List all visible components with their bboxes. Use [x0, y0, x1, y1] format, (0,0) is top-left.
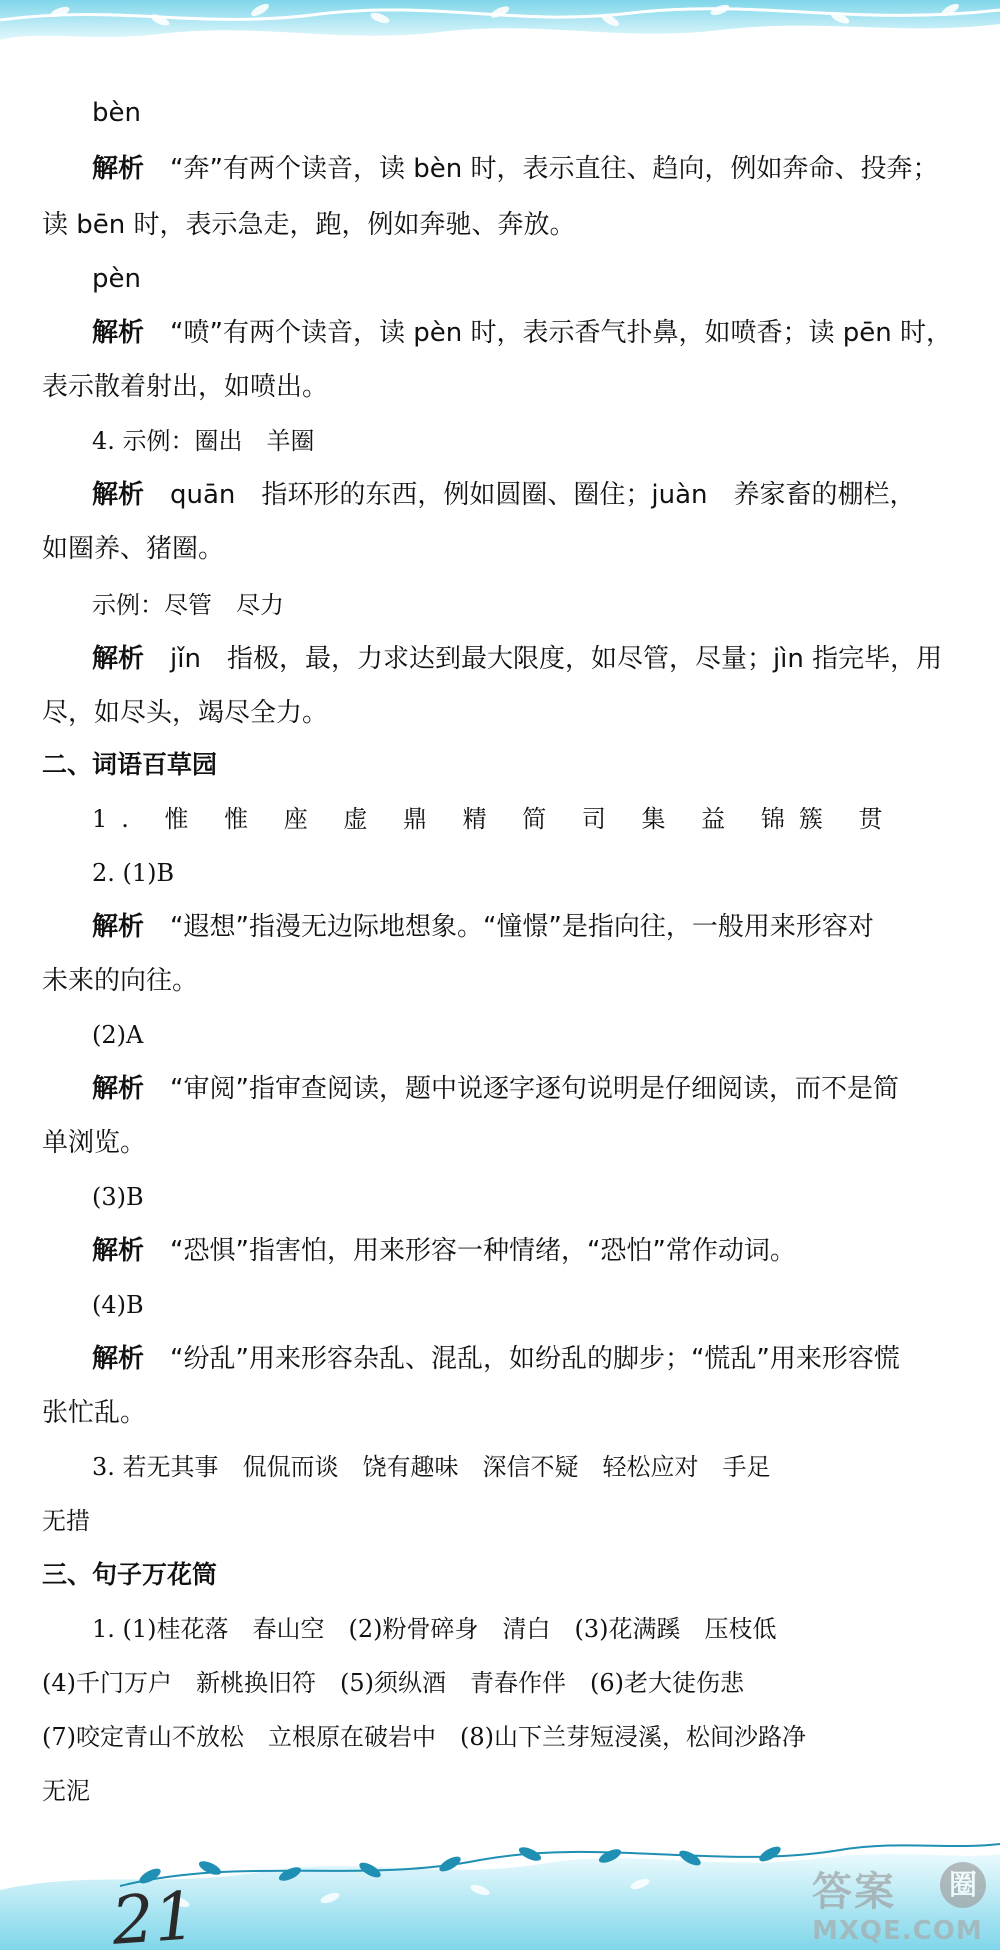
answer-line: (4)B — [92, 1291, 144, 1319]
example-line: 4. 示例：圈出 羊圈 — [92, 427, 315, 455]
analysis-line — [92, 316, 952, 350]
analysis-continuation: 读 bēn 时，表示急走，跑，例如奔驰、奔放。 — [42, 210, 576, 240]
analysis-text: “奔”有两个读音，读 bèn 时，表示直往、趋向，例如奔命、投奔； — [170, 154, 939, 184]
analysis-text: “喷”有两个读音，读 pèn 时，表示香气扑鼻，如喷香；读 pēn 时， — [170, 318, 952, 348]
analysis-continuation: 张忙乱。 — [42, 1398, 147, 1428]
analysis-continuation: 单浏览。 — [42, 1128, 147, 1158]
analysis-continuation: 如圈养、猪圈。 — [42, 534, 225, 564]
answer-continuation: 无泥 — [42, 1777, 90, 1805]
analysis-label: 解析 — [92, 912, 145, 942]
analysis-text: quān 指环形的东西，例如圆圈、圈住；juàn 养家畜的棚栏， — [170, 480, 916, 510]
analysis-text: “审阅”指审查阅读，题中说逐字逐句说明是仔细阅读，而不是简 — [170, 1074, 899, 1104]
analysis-label: 解析 — [92, 154, 145, 184]
analysis-continuation: 表示散着射出，如喷出。 — [42, 372, 329, 402]
analysis-label: 解析 — [92, 644, 145, 674]
section-heading: 二、词语百草园 — [42, 750, 218, 779]
pinyin-pen: pèn — [92, 264, 141, 294]
answer-line: 2. (1)B — [92, 859, 175, 887]
analysis-continuation: 未来的向往。 — [42, 966, 199, 996]
answer-line: (4)千门万户 新桃换旧符 (5)须纵酒 青春作伴 (6)老大徒伤悲 — [42, 1669, 744, 1697]
analysis-line — [92, 642, 942, 676]
analysis-continuation: 尽，如尽头，竭尽全力。 — [42, 698, 329, 728]
analysis-line — [92, 1072, 899, 1106]
answer-line: 3. 若无其事 侃侃而谈 饶有趣味 深信不疑 轻松应对 手足 — [92, 1453, 771, 1481]
analysis-text: “恐惧”指害怕，用来形容一种情绪，“恐怕”常作动词。 — [170, 1236, 796, 1266]
example-line: 示例：尽管 尽力 — [92, 591, 284, 619]
answer-line: 1. (1)桂花落 春山空 (2)粉骨碎身 清白 (3)花满蹊 压枝低 — [92, 1615, 777, 1643]
answer-line: (2)A — [92, 1021, 144, 1049]
pinyin-ben: bèn — [92, 98, 141, 128]
analysis-line — [92, 152, 938, 186]
analysis-text: “遐想”指漫无边际地想象。“憧憬”是指向往，一般用来形容对 — [170, 912, 874, 942]
watermark-badge: 圈 — [940, 1862, 986, 1908]
answer-continuation: 无措 — [42, 1507, 90, 1535]
analysis-line — [92, 1342, 900, 1376]
analysis-text: “纷乱”用来形容杂乱、混乱，如纷乱的脚步；“慌乱”用来形容慌 — [170, 1344, 900, 1374]
analysis-label: 解析 — [92, 1236, 145, 1266]
section-heading: 三、句子万花筒 — [42, 1560, 218, 1589]
analysis-text: jǐn 指极，最，力求达到最大限度，如尽管，尽量；jìn 指完毕，用 — [170, 644, 943, 674]
analysis-line — [92, 478, 916, 512]
site-watermark — [800, 1858, 1000, 1950]
watermark-text: 答案 — [812, 1869, 896, 1915]
watermark-url: MXQE.COM — [812, 1916, 983, 1946]
answer-line: 1. 惟 惟 座 虚 鼎 精 简 司 集 益 锦簇 贯 — [92, 805, 897, 833]
analysis-line — [92, 1234, 796, 1268]
answer-line: (7)咬定青山不放松 立根原在破岩中 (8)山下兰芽短浸溪，松间沙路净 — [42, 1723, 806, 1751]
analysis-line — [92, 910, 874, 944]
analysis-label: 解析 — [92, 1344, 145, 1374]
analysis-label: 解析 — [92, 1074, 145, 1104]
page-number: 21 — [109, 1877, 199, 1960]
analysis-label: 解析 — [92, 318, 145, 348]
analysis-label: 解析 — [92, 480, 145, 510]
answer-line: (3)B — [92, 1183, 144, 1211]
